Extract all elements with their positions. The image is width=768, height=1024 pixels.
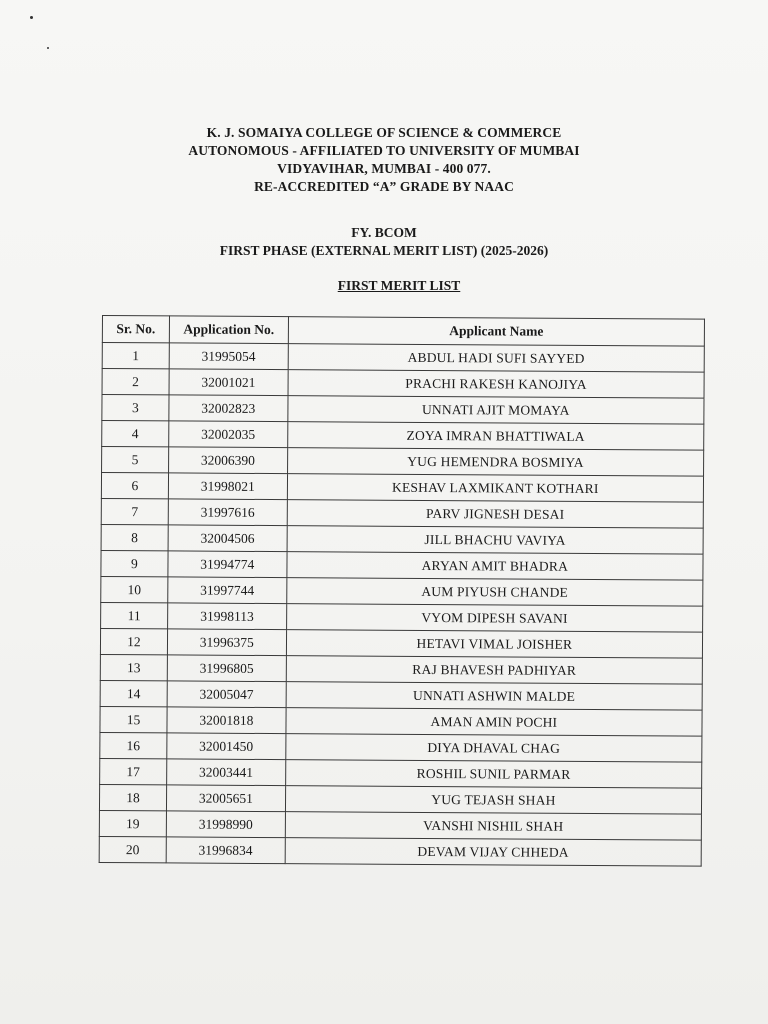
applicant-name-cell: RAJ BHAVESH PADHIYAR [286,656,702,685]
table-row [101,550,703,580]
application-no-cell: 31998990 [166,811,285,838]
applicant-name-cell: YUG TEJASH SHAH [285,786,701,815]
table-row [100,654,702,684]
sr-no-cell: 13 [100,654,167,680]
applicant-name-cell: HETAVI VIMAL JOISHER [286,630,702,659]
course-name: FY. BCOM [351,225,417,240]
table-row [101,498,703,528]
column-header-sr-no: Sr. No. [102,316,169,343]
sr-no-cell: 17 [100,758,167,784]
table-row [100,732,702,762]
sr-no-cell: 1 [102,343,169,369]
course-info [0,224,768,260]
column-header-application-no: Application No. [169,316,288,344]
college-affiliation: AUTONOMOUS - AFFILIATED TO UNIVERSITY OF MUMBAI [188,143,580,158]
application-no-cell: 32003441 [167,759,286,786]
applicant-name-cell: DIYA DHAVAL CHAG [286,734,702,763]
column-header-applicant-name: Applicant Name [288,317,704,347]
applicant-name-cell: YUG HEMENDRA BOSMIYA [287,448,703,477]
table-header-row [102,316,704,347]
scan-speck [47,47,49,49]
table-row [102,343,704,373]
table-row [100,758,702,788]
college-address: VIDYAVIHAR, MUMBAI - 400 077. [277,161,491,176]
table-row [102,421,704,451]
application-no-cell: 31994774 [168,551,287,578]
table-row [102,369,704,399]
table-row [100,628,702,658]
applicant-name-cell: ZOYA IMRAN BHATTIWALA [287,422,703,451]
table-row [102,395,704,425]
sr-no-cell: 10 [101,576,168,602]
applicant-name-cell: UNNATI ASHWIN MALDE [286,682,702,711]
sr-no-cell: 3 [102,395,169,421]
sr-no-cell: 4 [102,421,169,447]
applicant-name-cell: UNNATI AJIT MOMAYA [288,396,704,425]
application-no-cell: 32005047 [167,681,286,708]
application-no-cell: 31997616 [168,499,287,526]
applicant-name-cell: DEVAM VIJAY CHHEDA [285,838,701,867]
scan-speck [30,16,33,19]
application-no-cell: 31998113 [167,603,286,630]
applicant-name-cell: AUM PIYUSH CHANDE [287,578,703,607]
table-row [101,602,703,632]
course-phase: FIRST PHASE (EXTERNAL MERIT LIST) (2025-2026) [219,243,549,258]
sr-no-cell: 12 [100,628,167,654]
college-header [0,124,768,196]
sr-no-cell: 15 [100,706,167,732]
applicant-name-cell: PARV JIGNESH DESAI [287,500,703,529]
table-row [102,447,704,477]
sr-no-cell: 19 [99,810,166,836]
sr-no-cell: 5 [102,447,169,473]
applicant-name-cell: VANSHI NISHIL SHAH [285,812,701,841]
table-row [100,680,702,710]
sr-no-cell: 18 [99,784,166,810]
college-name: K. J. SOMAIYA COLLEGE OF SCIENCE & COMMERCE [206,125,562,140]
application-no-cell: 32001818 [167,707,286,734]
application-no-cell: 32005651 [166,785,285,812]
application-no-cell: 32002035 [169,421,288,448]
sr-no-cell: 11 [101,602,168,628]
applicant-name-cell: VYOM DIPESH SAVANI [286,604,702,633]
application-no-cell: 32001450 [167,733,286,760]
applicant-name-cell: KESHAV LAXMIKANT KOTHARI [287,474,703,503]
table-row [101,524,703,554]
sr-no-cell: 20 [99,836,166,862]
application-no-cell: 31995054 [169,343,288,370]
sr-no-cell: 2 [102,369,169,395]
sr-no-cell: 8 [101,524,168,550]
applicant-name-cell: ABDUL HADI SUFI SAYYED [288,344,704,373]
sr-no-cell: 9 [101,550,168,576]
application-no-cell: 32006390 [168,447,287,474]
application-no-cell: 31997744 [168,577,287,604]
table-row [99,836,701,866]
application-no-cell: 31996834 [166,837,285,864]
applicant-name-cell: PRACHI RAKESH KANOJIYA [288,370,704,399]
application-no-cell: 31998021 [168,473,287,500]
sr-no-cell: 6 [101,473,168,499]
applicant-name-cell: AMAN AMIN POCHI [286,708,702,737]
sr-no-cell: 7 [101,498,168,524]
applicant-name-cell: ROSHIL SUNIL PARMAR [285,760,701,789]
table-row [100,706,702,736]
sr-no-cell: 16 [100,732,167,758]
application-no-cell: 32001021 [169,369,288,396]
merit-list-table [99,315,705,867]
sr-no-cell: 14 [100,680,167,706]
table-row [101,576,703,606]
applicant-name-cell: ARYAN AMIT BHADRA [287,552,703,581]
application-no-cell: 31996805 [167,655,286,682]
application-no-cell: 31996375 [167,629,286,656]
merit-list-title: FIRST MERIT LIST [337,278,461,293]
application-no-cell: 32004506 [168,525,287,552]
table-row [101,473,703,503]
college-accreditation: RE-ACCREDITED “A” GRADE BY NAAC [254,179,514,194]
table-row [99,784,701,814]
application-no-cell: 32002823 [169,395,288,422]
table-row [99,810,701,840]
applicant-name-cell: JILL BHACHU VAVIYA [287,526,703,555]
